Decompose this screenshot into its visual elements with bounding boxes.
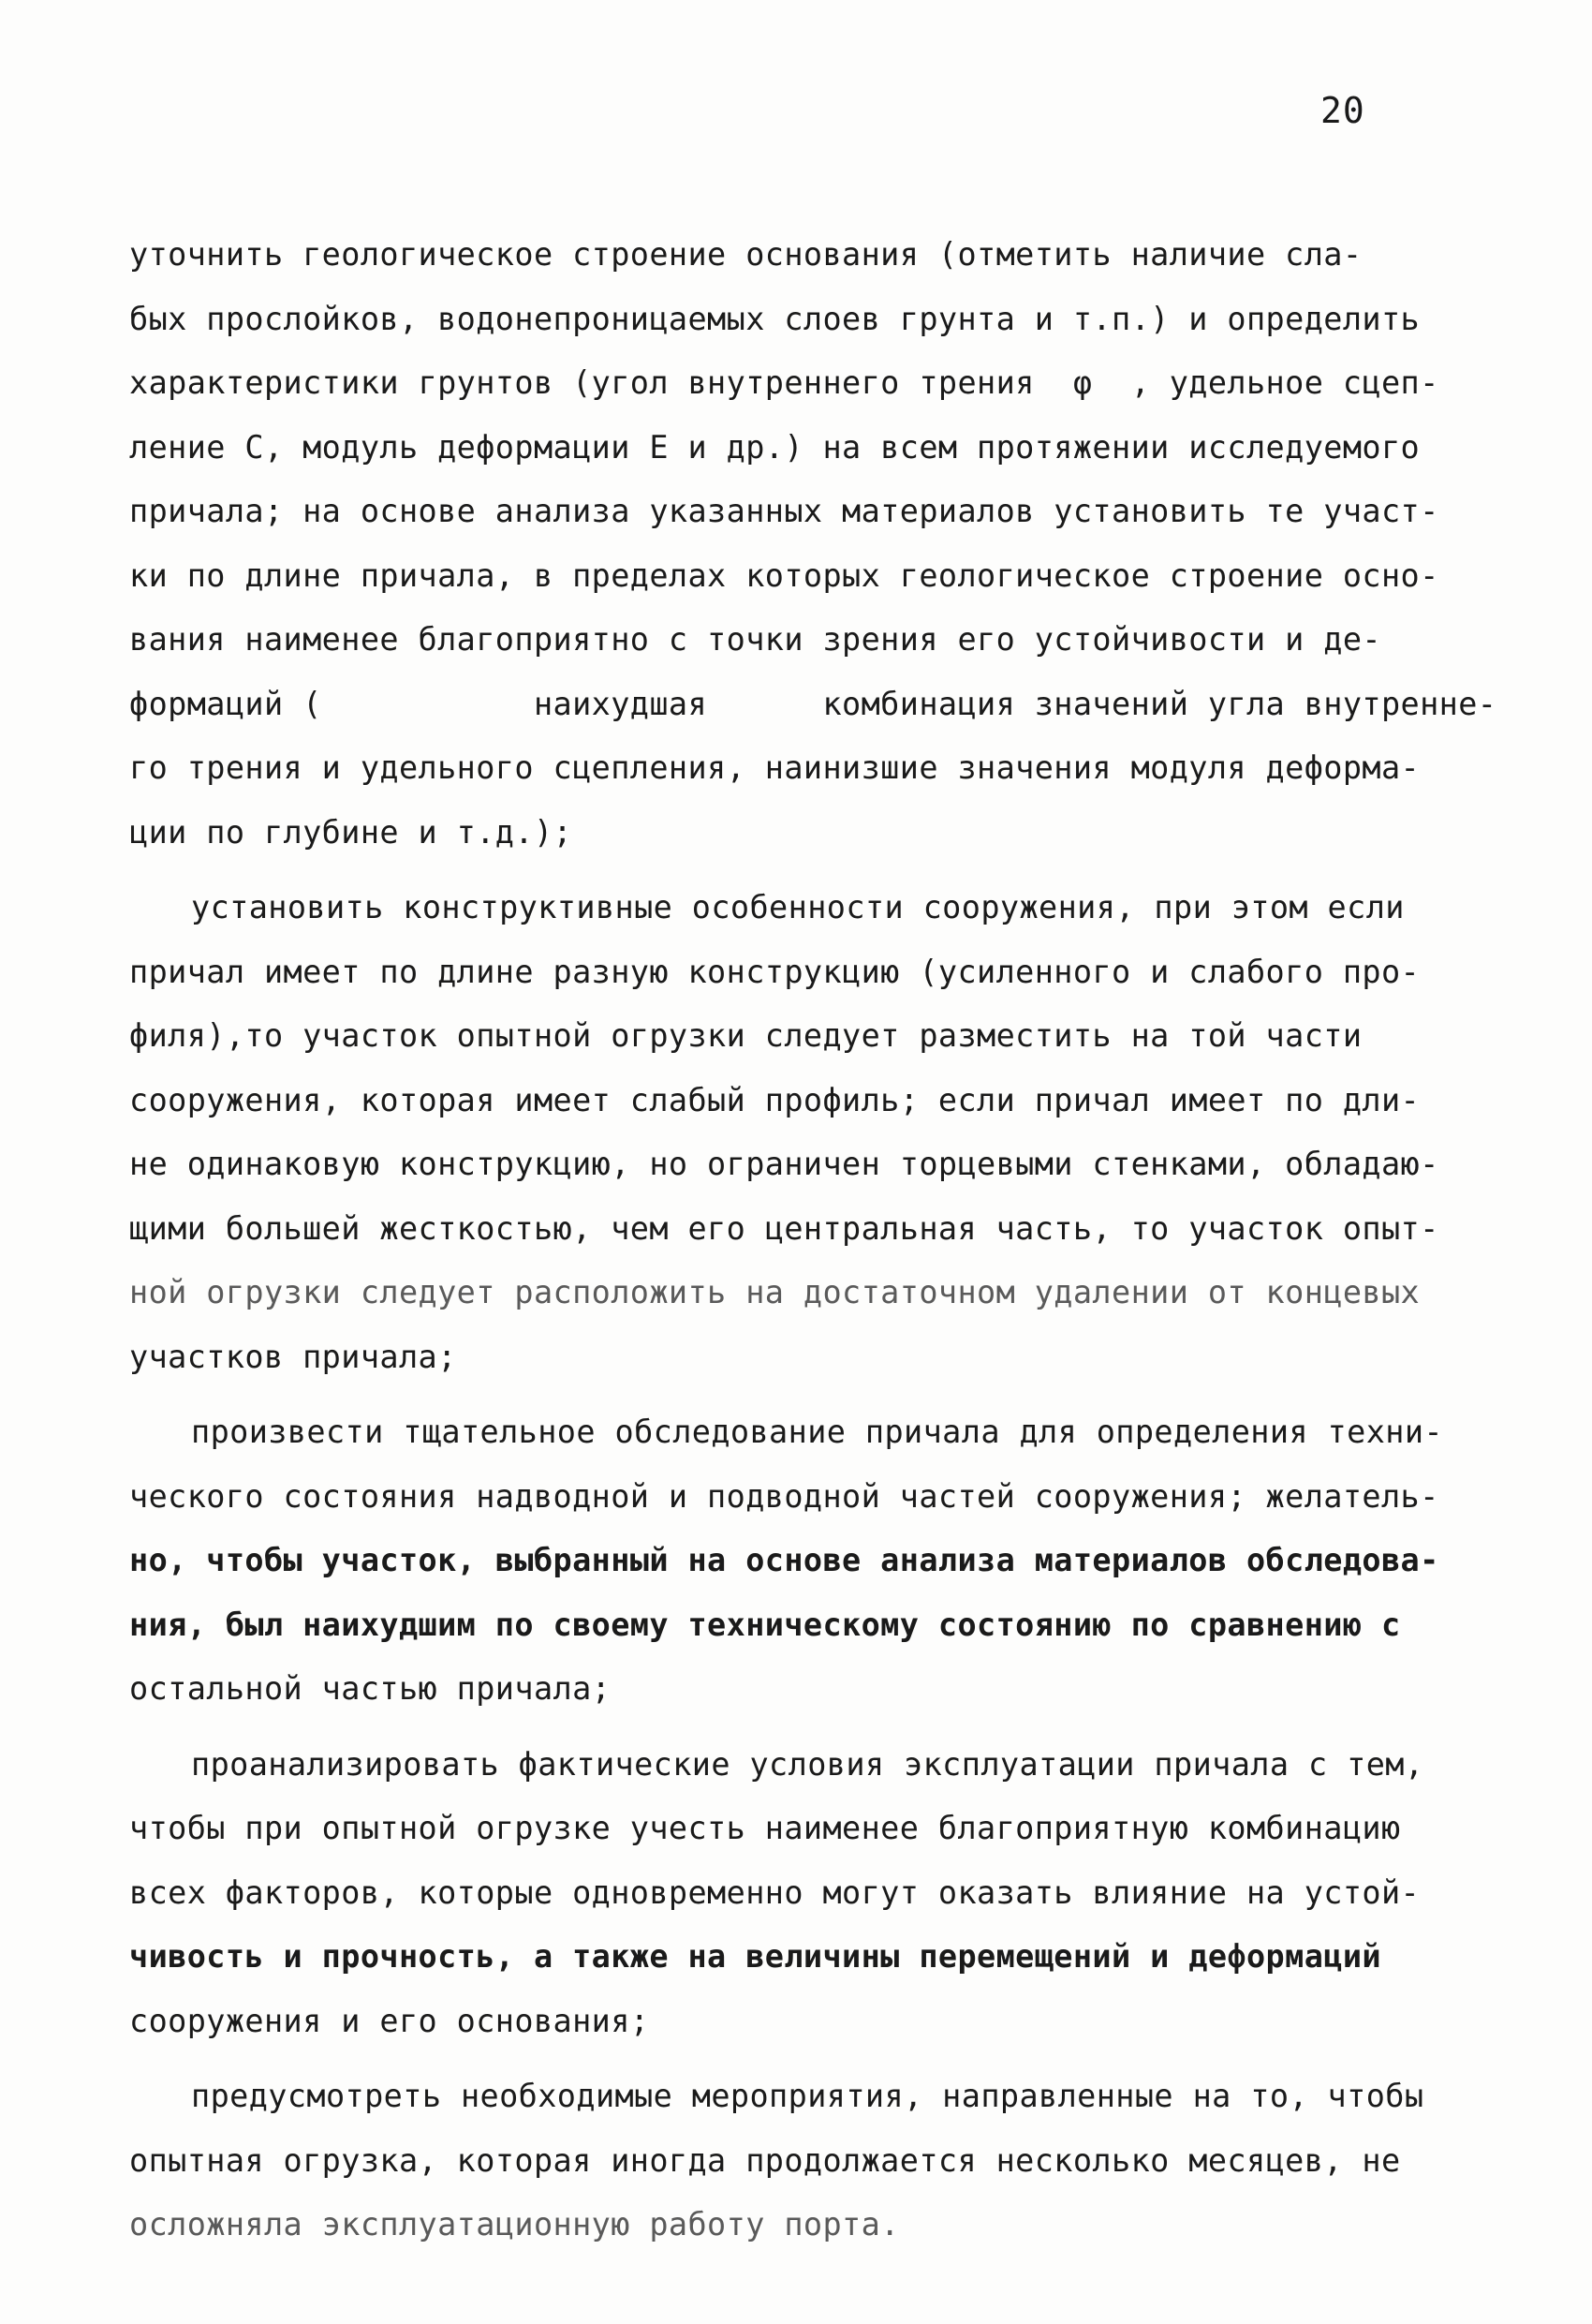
text-line: филя),то участок опытной огрузки следует разместить на той части <box>129 1017 1363 1054</box>
text-line: формаций ( наихудшая комбинация значений угла внутренне- <box>129 685 1497 722</box>
page-number: 20 <box>1320 90 1365 131</box>
text-line: опытная огрузка, которая иногда продолжается несколько месяцев, не <box>129 2141 1401 2179</box>
paragraph-inspection <box>129 1400 1496 1722</box>
paragraph-construction <box>129 876 1496 1389</box>
text-line: го трения и удельного сцепления, наинизшие значения модуля деформа- <box>129 749 1421 786</box>
body-text <box>129 223 1496 2257</box>
text-line: щими большей жесткостью, чем его центральная часть, то участок опыт- <box>129 1209 1439 1247</box>
text-line: установить конструктивные особенности сооружения, при этом если <box>191 889 1405 925</box>
text-line: бых прослойков, водонепроницаемых слоев грунта и т.п.) и определить <box>129 300 1421 337</box>
text-line: участков причала; <box>129 1338 457 1375</box>
text-line: не одинаковую конструкцию, но ограничен торцевыми стенками, обладаю- <box>129 1146 1439 1182</box>
text-line: ной огрузки следует расположить на достаточном удалении от концевых <box>129 1274 1421 1310</box>
text-line: причала; на основе анализа указанных материалов установить те участ- <box>129 493 1439 529</box>
text-line: остальной частью причала; <box>129 1670 612 1707</box>
text-line: произвести тщательное обследование причала для определения техни- <box>191 1414 1443 1450</box>
text-line: характеристики грунтов (угол внутреннего трения φ , удельное сцеп- <box>129 364 1439 401</box>
text-line: но, чтобы участок, выбранный на основе анализа материалов обследова- <box>129 1542 1439 1578</box>
text-line: ния, был наихудшим по своему техническому состоянию по сравнению с <box>129 1606 1401 1643</box>
text-line: сооружения, которая имеет слабый профиль; если причал имеет по дли- <box>129 1081 1421 1118</box>
text-line: ции по глубине и т.д.); <box>129 813 573 851</box>
paragraph-geology <box>129 223 1496 865</box>
text-line: уточнить геологическое строение основания (отметить наличие сла- <box>129 236 1363 273</box>
text-line: предусмотреть необходимые мероприятия, направленные на то, чтобы <box>191 2078 1424 2114</box>
text-line: проанализировать фактические условия эксплуатации причала с тем, <box>191 1745 1424 1783</box>
paragraph-operation <box>129 1733 1496 2054</box>
text-line: осложняла эксплуатационную работу порта. <box>129 2206 900 2243</box>
text-line: чивость и прочность, а также на величины перемещений и деформаций <box>129 1938 1381 1975</box>
text-line: ки по длине причала, в пределах которых геологическое строение осно- <box>129 556 1439 594</box>
text-line: вания наименее благоприятно с точки зрения его устойчивости и де- <box>129 621 1381 658</box>
paragraph-measures <box>129 2065 1496 2257</box>
text-line: причал имеет по длине разную конструкцию (усиленного и слабого про- <box>129 953 1421 990</box>
text-line: сооружения и его основания; <box>129 2002 650 2039</box>
text-line: всех факторов, которые одновременно могут оказать влияние на устой- <box>129 1873 1421 1911</box>
text-line: ление С, модуль деформации Е и др.) на всем протяжении исследуемого <box>129 428 1421 466</box>
text-line: ческого состояния надводной и подводной частей сооружения; желатель- <box>129 1477 1439 1515</box>
text-line: чтобы при опытной огрузке учесть наименее благоприятную комбинацию <box>129 1810 1401 1846</box>
